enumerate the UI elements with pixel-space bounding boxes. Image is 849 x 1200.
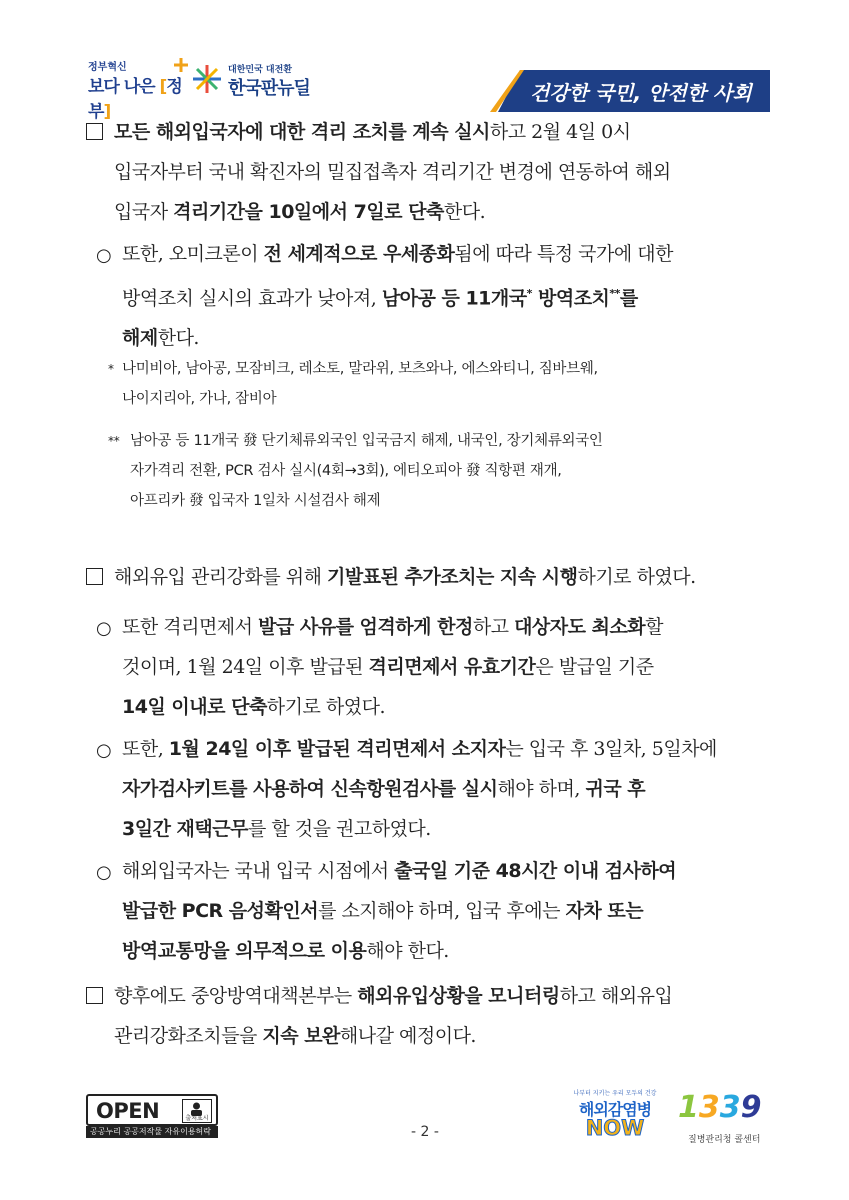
page-number: - 2 - xyxy=(411,1124,439,1140)
bold-text-run: 해외유입상황을 모니터링 xyxy=(357,985,560,1007)
circle-bullet-icon: ○ xyxy=(96,245,112,266)
bold-text-run: 모든 해외입국자에 대한 격리 조치를 계속 실시 xyxy=(114,121,490,143)
paragraph-line xyxy=(114,112,671,152)
paragraph-entry-quarantine xyxy=(114,112,671,232)
bold-text-run: 14일 이내로 단축 xyxy=(122,696,267,718)
text-run: 를 소지해야 하며, 입국 후에는 xyxy=(318,900,566,922)
text-run: 향후에도 중앙방역대책본부는 xyxy=(114,985,358,1007)
text-run: 한다. xyxy=(157,327,199,350)
footnote-double-asterisk: ** xyxy=(108,434,120,448)
text-run: 해외유입 관리강화를 위해 xyxy=(114,566,328,588)
paragraph-line xyxy=(122,647,663,687)
kdca-1339-hotline-logo xyxy=(676,1090,770,1148)
paragraph-exemption-holders xyxy=(122,729,717,849)
bold-text-run: 자가검사키트를 사용하여 신속항원검사를 실시 xyxy=(122,778,498,800)
text-run: 입국자부터 국내 확진자의 밀집접촉자 격리기간 변경에 연동하여 해외 xyxy=(114,161,671,183)
bold-text-run: 발급한 PCR 음성확인서 xyxy=(122,900,319,922)
new-deal-star-icon xyxy=(192,64,222,94)
paragraph-line xyxy=(114,152,671,192)
bold-text-run: 남아공 등 11개국 xyxy=(381,287,527,310)
text-run: 또한 격리면제서 xyxy=(122,616,259,638)
kogl-open-license-badge xyxy=(86,1094,218,1140)
slogan-banner xyxy=(490,66,770,112)
paragraph-line xyxy=(122,607,663,647)
footnote-measures-line: 자가격리 전환, PCR 검사 실시(4회→3회), 에티오피아 發 직항편 재개, xyxy=(130,463,562,479)
paragraph-pcr-requirement xyxy=(122,851,676,971)
hotline-caption: 질병관리청 콜센터 xyxy=(688,1135,761,1145)
bold-text-run: 격리기간을 10일에서 7일로 단축 xyxy=(173,201,444,223)
text-run: 해야 한다. xyxy=(366,940,449,962)
gov-logo-big-prefix: 보다 나은 xyxy=(88,77,160,97)
bold-text-run: 를 xyxy=(619,287,638,310)
slogan-text: 건강한 국민, 안전한 사회 xyxy=(530,81,752,105)
bold-text-run: 1월 24일 이후 발급된 격리면제서 소지자 xyxy=(168,738,506,760)
text-run: 한다. xyxy=(443,201,486,223)
now-logo-tagline: 나부터 지키는 우리 모두의 건강 xyxy=(573,1090,657,1097)
paragraph-future-plans xyxy=(114,976,672,1056)
bold-text-run: * xyxy=(526,287,532,300)
bold-text-run: 대상자도 최소화 xyxy=(514,616,646,638)
text-run: 하기로 하였다. xyxy=(266,696,386,718)
paragraph-line xyxy=(122,687,663,727)
footnote-asterisk: * xyxy=(108,362,114,376)
text-run: 해나갈 예정이다. xyxy=(339,1025,476,1047)
bold-text-run: 3일간 재택근무 xyxy=(122,818,248,840)
hotline-digit: 3 xyxy=(719,1090,741,1125)
text-run: 됨에 따라 특정 국가에 대한 xyxy=(454,243,673,265)
bold-text-run: 기발표된 추가조치는 지속 시행 xyxy=(327,566,578,588)
bold-text-run: 해제 xyxy=(122,327,158,350)
text-run: 방역조치 실시의 효과가 낮아져, xyxy=(122,287,382,310)
gov-logo-bracket-right-icon: ] xyxy=(103,102,111,122)
gov-logo-plus-icon xyxy=(174,58,188,72)
text-run: 하고 xyxy=(472,616,515,638)
text-run: 해외입국자는 국내 입국 시점에서 xyxy=(122,860,395,882)
paragraph-omicron-lift xyxy=(122,234,673,358)
text-run: 입국자 xyxy=(114,201,174,223)
paragraph-line xyxy=(122,809,717,849)
bold-text-run: ** xyxy=(609,287,620,300)
text-run: 또한, xyxy=(122,738,169,760)
attribution-badge-text: 출처표시 xyxy=(185,1115,209,1122)
text-run: 또한, 오미크론이 xyxy=(122,243,264,265)
new-deal-big-text: 한국판뉴딜 xyxy=(228,78,310,99)
paragraph-line xyxy=(122,234,673,274)
paragraph-line xyxy=(122,318,673,358)
paragraph-line xyxy=(122,769,717,809)
hotline-digit: 1 xyxy=(678,1090,699,1125)
text-run: 것이며, 1월 24일 이후 발급된 xyxy=(122,656,369,678)
page-header xyxy=(0,0,849,120)
paragraph-line xyxy=(122,729,717,769)
overseas-infection-now-logo xyxy=(572,1088,658,1148)
hotline-digit: 3 xyxy=(698,1090,720,1125)
now-logo-word: NOW xyxy=(585,1116,645,1140)
bold-text-run: 방역조치 xyxy=(531,287,610,310)
paragraph-line xyxy=(122,931,676,971)
bold-text-run: 발급 사유를 엄격하게 한정 xyxy=(258,616,473,638)
circle-bullet-icon: ○ xyxy=(96,740,112,761)
gov-logo-small-text: 정부혁신 xyxy=(88,62,127,73)
gov-logo-bracket-left-icon: [ xyxy=(159,77,167,97)
paragraph-line xyxy=(114,1016,672,1056)
text-run: 는 입국 후 3일차, 5일차에 xyxy=(505,738,717,760)
text-run: 를 할 것을 권고하였다. xyxy=(247,818,431,840)
hotline-number xyxy=(678,1090,762,1125)
footnote-countries-line: 나이지리아, 가나, 잠비아 xyxy=(122,391,277,407)
korean-new-deal-logo xyxy=(192,62,342,102)
paragraph-line xyxy=(114,976,672,1016)
bold-text-run: 자차 또는 xyxy=(565,900,644,922)
bold-text-run: 귀국 후 xyxy=(585,778,646,800)
footnote-countries-line: 나미비아, 남아공, 모잠비크, 레소토, 말라위, 보츠와나, 에스와티니, 짐바브웨, xyxy=(122,361,598,377)
open-license-word: OPEN xyxy=(96,1099,160,1123)
paragraph-exemption-limits xyxy=(122,607,663,727)
open-license-frame xyxy=(86,1094,218,1126)
paragraph-line xyxy=(114,557,696,597)
paragraph-additional-measures xyxy=(114,557,696,597)
text-run: 하고 2월 4일 0시 xyxy=(489,121,631,143)
bold-text-run: 출국일 기준 48시간 이내 검사하여 xyxy=(394,860,677,882)
footnote-measures-line: 아프리카 發 입국자 1일차 시설검사 해제 xyxy=(130,493,381,509)
circle-bullet-icon: ○ xyxy=(96,618,112,639)
paragraph-line xyxy=(122,891,676,931)
square-bullet-icon xyxy=(86,987,103,1004)
text-run: 관리강화조치들을 xyxy=(114,1025,263,1047)
footnote-measures-line: 남아공 등 11개국 發 단기체류외국인 입국금지 해제, 내국인, 장기체류외국인 xyxy=(130,433,603,449)
now-logo-title: 해외감염병 xyxy=(578,1100,652,1119)
bold-text-run: 방역교통망을 의무적으로 이용 xyxy=(122,940,367,962)
text-run: 해야 하며, xyxy=(497,778,586,800)
gov-logo-big-word: 정부 xyxy=(88,77,182,122)
bold-text-run: 격리면제서 유효기간 xyxy=(368,656,536,678)
open-license-caption: 공공누리 공공저작물 자유이용허락 xyxy=(86,1126,218,1138)
circle-bullet-icon: ○ xyxy=(96,862,112,883)
text-run: 하고 해외유입 xyxy=(559,985,673,1007)
paragraph-line xyxy=(122,851,676,891)
attribution-person-icon xyxy=(182,1099,212,1123)
text-run: 은 발급일 기준 xyxy=(535,656,654,678)
bold-text-run: 지속 보완 xyxy=(262,1025,340,1047)
square-bullet-icon xyxy=(86,568,103,585)
new-deal-small-text: 대한민국 대전환 xyxy=(228,65,292,75)
hotline-digit: 9 xyxy=(740,1090,762,1125)
paragraph-line xyxy=(114,192,671,232)
bold-text-run: 전 세계적으로 우세종화 xyxy=(263,243,455,265)
square-bullet-icon xyxy=(86,123,103,140)
text-run: 할 xyxy=(645,616,664,638)
text-run: 하기로 하였다. xyxy=(577,566,696,588)
paragraph-line xyxy=(122,274,673,318)
gov-innovation-logo xyxy=(88,58,183,122)
